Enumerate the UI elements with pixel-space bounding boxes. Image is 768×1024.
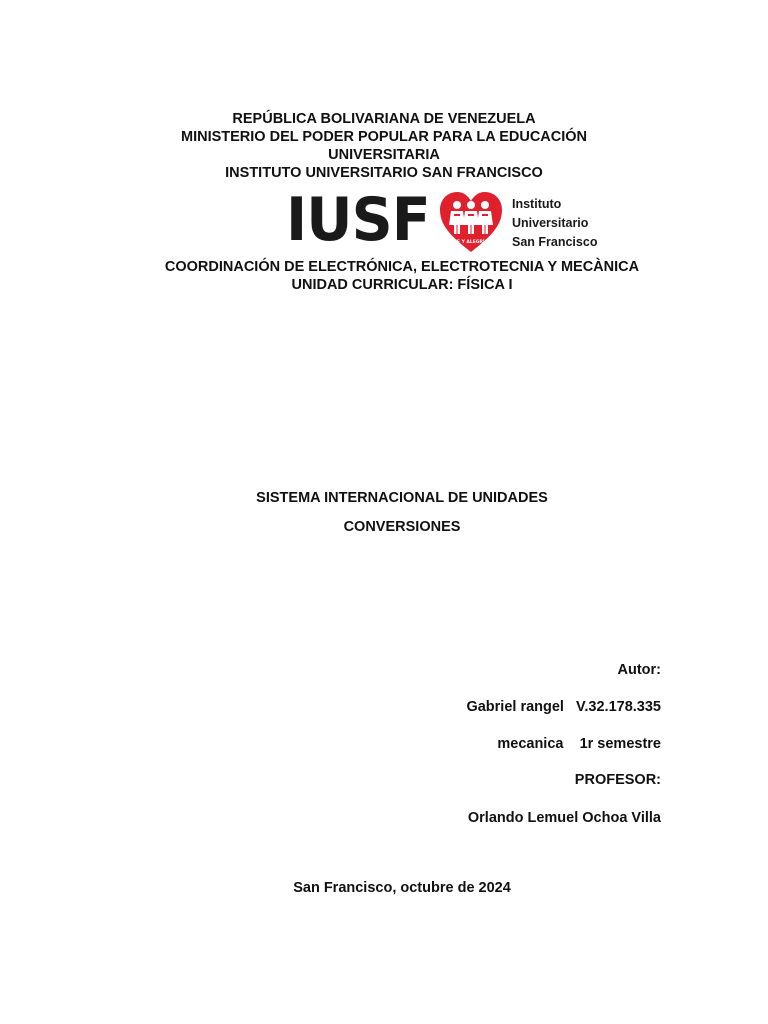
- header-line-institute: INSTITUTO UNIVERSITARIO SAN FRANCISCO: [225, 165, 543, 181]
- logo-text-line-2: Universitario: [512, 216, 589, 230]
- professor-label: PROFESOR:: [574, 772, 661, 788]
- coordination-block: [0, 258, 768, 294]
- heart-children-icon: [438, 190, 504, 254]
- header-line-ministry: MINISTERIO DEL PODER POPULAR PARA LA EDUCACIÓN: [180, 129, 588, 145]
- iusf-logo: [284, 185, 604, 256]
- curricular-unit-line: UNIDAD CURRICULAR: FÍSICA I: [291, 277, 513, 293]
- document-subtitle: CONVERSIONES: [343, 519, 461, 535]
- institution-header: [0, 110, 768, 182]
- author-name-id: Gabriel rangel V.32.178.335: [466, 699, 661, 715]
- header-line-ministry-cont: UNIVERSITARIA: [328, 147, 440, 163]
- logo-text-line-1: Instituto: [512, 197, 562, 211]
- logo-institution-name: [512, 195, 597, 252]
- coordination-line: COORDINACIÓN DE ELECTRÓNICA, ELECTROTECNIA Y MECÀNICA: [164, 259, 640, 275]
- document-title: SISTEMA INTERNACIONAL DE UNIDADES: [256, 490, 548, 506]
- place-date: San Francisco, octubre de 2024: [293, 880, 511, 896]
- header-line-country: REPÚBLICA BOLIVARIANA DE VENEZUELA: [232, 111, 536, 127]
- author-career-semester: mecanica 1r semestre: [497, 736, 661, 752]
- author-label: Autor:: [617, 662, 661, 678]
- professor-name: Orlando Lemuel Ochoa Villa: [467, 810, 661, 826]
- heart-caption: FE Y ALEGRÍA: [453, 240, 489, 245]
- logo-text-line-3: San Francisco: [512, 235, 598, 249]
- logo-letters: IUSF: [286, 185, 430, 255]
